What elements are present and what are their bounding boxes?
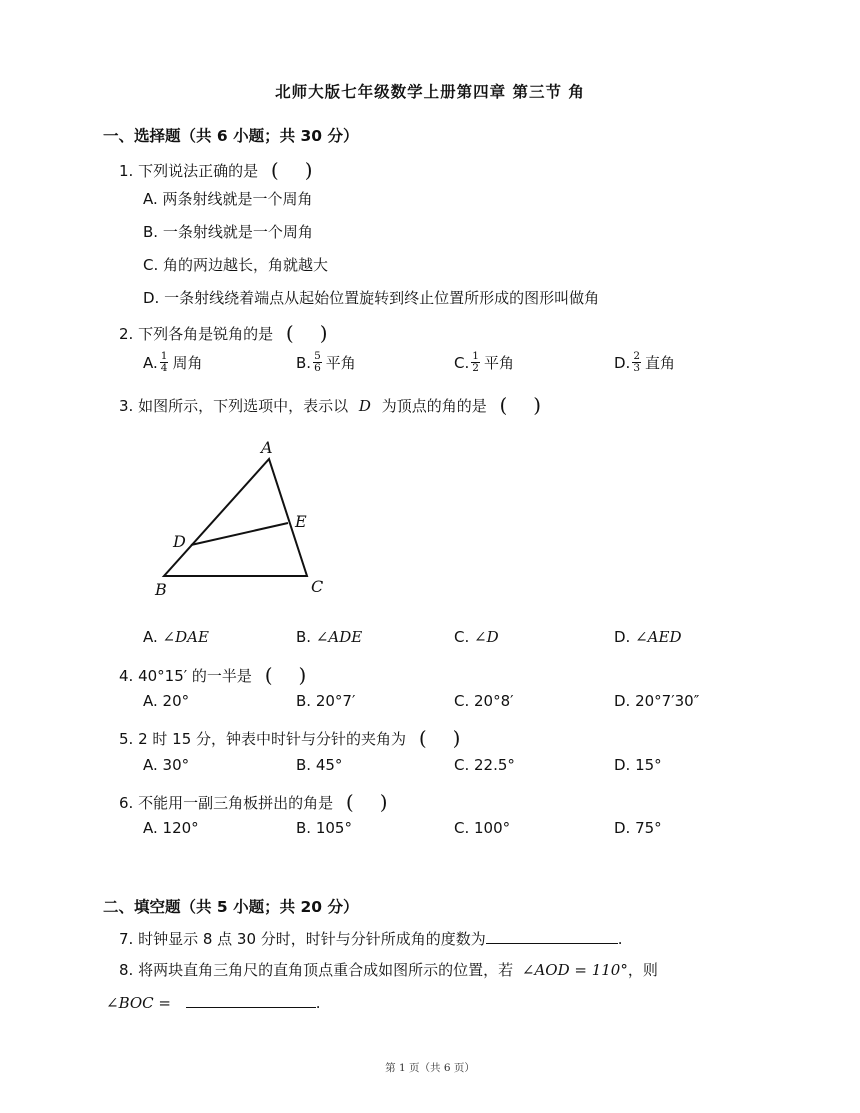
page-footer: 第 1 页（共 6 页）	[385, 1062, 475, 1074]
answer-paren[interactable]: ( )	[345, 790, 388, 814]
q5-option-d[interactable]: D. 15°	[614, 756, 662, 774]
q2-option-a[interactable]: A. $\frac{1}{4}$ 周角	[143, 350, 203, 374]
q5-option-b[interactable]: B. 45°	[296, 756, 343, 774]
triangle-abc	[164, 459, 307, 576]
math-angle-aod: ∠AOD = 110°	[521, 961, 628, 979]
section-heading-fill: 二、填空题（共 5 小题；共 20 分）	[103, 898, 359, 916]
fraction: $\frac{2}{3}$	[633, 350, 641, 374]
answer-paren[interactable]: ( )	[270, 158, 313, 182]
q2-option-d[interactable]: D. $\frac{2}{3}$ 直角	[614, 350, 676, 374]
question-3-text: 3. 如图所示，下列选项中，表示以	[119, 397, 349, 415]
label-e: E	[295, 512, 307, 531]
triangle-figure	[140, 430, 350, 605]
q6-option-b[interactable]: B. 105°	[296, 819, 352, 837]
fraction: $\frac{1}{2}$	[472, 350, 479, 374]
q6-option-c[interactable]: C. 100°	[454, 819, 511, 837]
label-d: D	[173, 532, 186, 551]
q3-option-a[interactable]: A. ∠DAE	[143, 628, 209, 646]
question-7-text: 7. 时钟显示 8 点 30 分时，时针与分针所成角的度数为	[119, 930, 486, 948]
q3-option-b[interactable]: B. ∠ADE	[296, 628, 363, 646]
question-6-text: 6. 不能用一副三角板拼出的角是	[119, 794, 334, 812]
page-title: 北师大版七年级数学上册第四章 第三节 角	[275, 83, 585, 101]
q1-option-a[interactable]: A. 两条射线就是一个周角	[143, 190, 313, 208]
answer-paren[interactable]: ( )	[285, 321, 328, 345]
q3-option-c[interactable]: C. ∠D	[454, 628, 499, 646]
q2-option-b[interactable]: B. $\frac{5}{6}$ 平角	[296, 350, 356, 374]
answer-paren[interactable]: ( )	[418, 726, 461, 750]
q5-option-c[interactable]: C. 22.5°	[454, 756, 515, 774]
q5-option-a[interactable]: A. 30°	[143, 756, 190, 774]
answer-paren[interactable]: ( )	[264, 663, 307, 687]
q4-option-d[interactable]: D. 20°7′30″	[614, 692, 700, 710]
label-c: C	[311, 577, 324, 596]
question-2-text: 2. 下列各角是锐角的是	[119, 325, 274, 343]
fraction: $\frac{1}{4}$	[160, 350, 168, 374]
question-8-text: 8. 将两块直角三角尺的直角顶点重合成如图所示的位置，若	[119, 961, 514, 979]
question-1	[119, 157, 313, 181]
q4-option-b[interactable]: B. 20°7′	[296, 692, 356, 710]
question-4-text: 4. 40°15′ 的一半是	[119, 667, 252, 685]
segment-de	[191, 523, 288, 545]
question-3: 3. 如图所示，下列选项中，表示以 D 为顶点的角的是 ( )	[119, 393, 542, 417]
answer-blank[interactable]	[186, 993, 316, 1008]
answer-blank[interactable]	[486, 929, 618, 944]
q6-option-a[interactable]: A. 120°	[143, 819, 199, 837]
question-5	[119, 725, 460, 749]
question-7: 7. 时钟显示 8 点 30 分时，时针与分针所成角的度数为 .	[119, 930, 623, 948]
question-2	[119, 320, 328, 344]
question-5-text: 5. 2 时 15 分，钟表中时针与分针的夹角为	[119, 730, 407, 748]
q6-option-d[interactable]: D. 75°	[614, 819, 662, 837]
section-heading-choice: 一、选择题（共 6 小题；共 30 分）	[103, 127, 359, 145]
q1-option-d[interactable]: D. 一条射线绕着端点从起始位置旋转到终止位置所形成的图形叫做角	[143, 289, 600, 307]
question-8: 8. 将两块直角三角尺的直角顶点重合成如图所示的位置，若 ∠AOD = 110°，则	[119, 961, 658, 979]
question-6	[119, 789, 388, 813]
q3-option-d[interactable]: D. ∠AED	[614, 628, 682, 646]
vertex-variable: D	[358, 397, 371, 415]
question-1-text: 1. 下列说法正确的是	[119, 162, 259, 180]
label-b: B	[155, 580, 167, 599]
answer-paren[interactable]: ( )	[499, 393, 542, 417]
q2-option-c[interactable]: C. $\frac{1}{2}$ 平角	[454, 350, 514, 374]
math-angle-boc: ∠BOC =	[106, 994, 171, 1012]
label-a: A	[261, 438, 273, 457]
question-8-line2: ∠BOC = .	[106, 994, 321, 1012]
q4-option-a[interactable]: A. 20°	[143, 692, 190, 710]
question-4	[119, 662, 306, 686]
q1-option-c[interactable]: C. 角的两边越长，角就越大	[143, 256, 329, 274]
q4-option-c[interactable]: C. 20°8′	[454, 692, 514, 710]
q1-option-b[interactable]: B. 一条射线就是一个周角	[143, 223, 313, 241]
fraction: $\frac{5}{6}$	[314, 350, 321, 374]
